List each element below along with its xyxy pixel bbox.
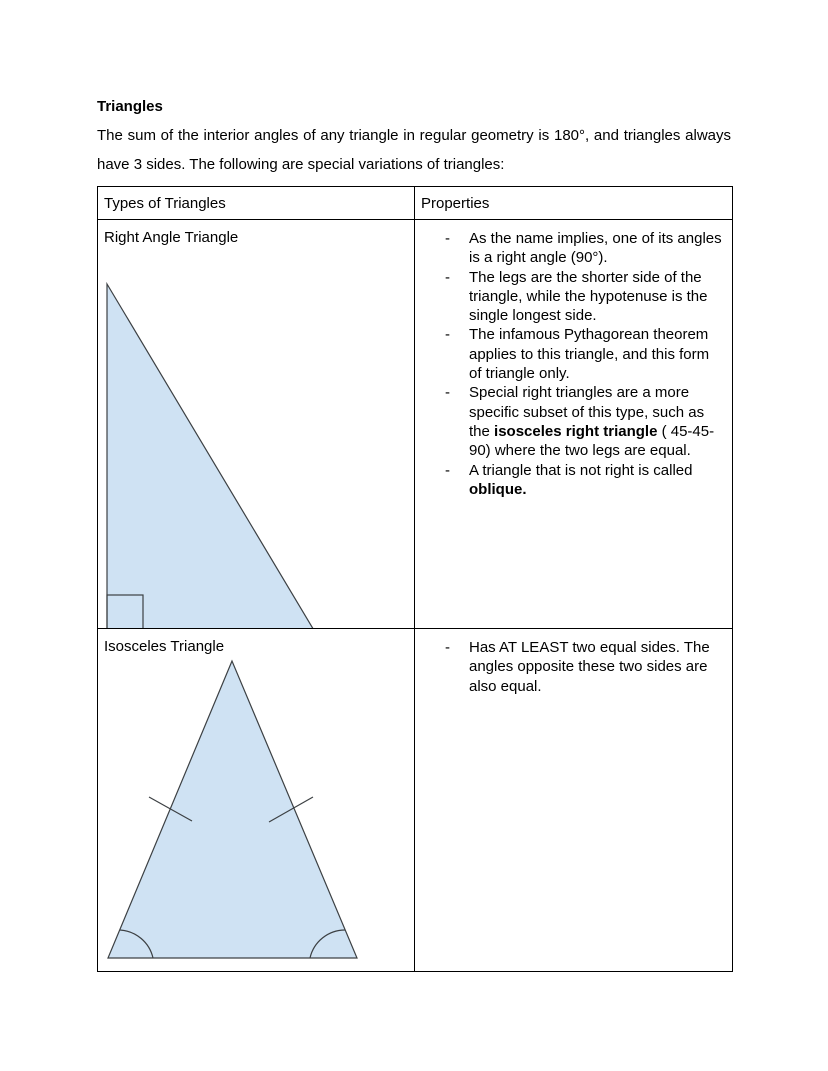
isosceles-triangle-label: Isosceles Triangle	[104, 638, 225, 655]
right-triangle-figure	[98, 220, 415, 628]
list-item: - The legs are the shorter side of the triangle, while the hypotenuse is the single longest side.	[445, 268, 708, 325]
table-row	[98, 220, 733, 629]
isosceles-triangle-type-cell	[98, 629, 415, 972]
isosceles-triangle-properties-cell	[415, 629, 733, 972]
isosceles-triangle-properties-list	[445, 638, 725, 696]
list-item: - As the name implies, one of its angles is a right angle (90°).	[445, 230, 722, 267]
document-heading: Triangles	[97, 98, 163, 115]
intro-paragraph: The sum of the interior angles of any triangle in regular geometry is 180°, and triangles always have 3 sides. The following are special variations of triangles:	[97, 127, 731, 173]
oblique-term: oblique.	[469, 480, 527, 498]
list-item: - Special right triangles are a more specific subset of this type, such as the isosceles right triangle ( 45-45-90) where the two legs are equal.	[445, 384, 715, 460]
isosceles-triangle-shape	[108, 661, 357, 958]
list-item: - The infamous Pythagorean theorem applies to this triangle, and this form of triangle only.	[445, 326, 710, 383]
header-properties: Properties	[415, 187, 733, 220]
header-types-of-triangles: Types of Triangles	[98, 187, 415, 220]
right-triangle-properties-list	[445, 229, 725, 499]
right-triangle-label: Right Angle Triangle	[104, 229, 239, 246]
right-triangle-shape	[107, 284, 315, 628]
right-triangle-properties-cell	[415, 220, 733, 629]
table-row	[98, 629, 733, 972]
table-header-row	[98, 187, 733, 220]
isosceles-triangle-figure	[98, 629, 415, 971]
isosceles-right-triangle-term: isosceles right triangle	[494, 422, 658, 440]
document-body	[97, 97, 731, 179]
right-triangle-type-cell	[98, 220, 415, 629]
triangles-table	[97, 186, 733, 972]
list-item: - Has AT LEAST two equal sides. The angles opposite these two sides are also equal.	[445, 639, 710, 695]
list-item: - A triangle that is not right is called oblique.	[445, 461, 693, 498]
